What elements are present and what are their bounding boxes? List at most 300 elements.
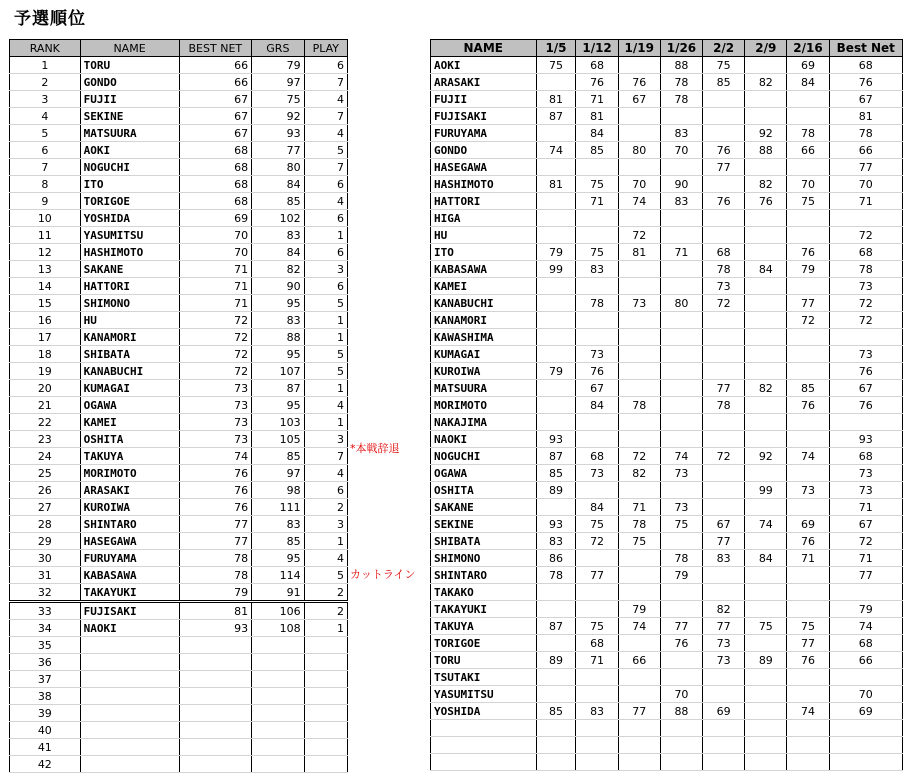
table-cell: 31	[10, 567, 81, 584]
table-cell	[576, 584, 618, 601]
table-cell: 68	[179, 159, 252, 176]
table-row	[431, 414, 903, 431]
table-cell: KUMAGAI	[80, 380, 179, 397]
table-cell: 97	[252, 74, 304, 91]
table-cell	[80, 654, 179, 671]
table-row	[431, 465, 903, 482]
table-row	[10, 176, 348, 193]
table-row	[10, 739, 348, 756]
table-cell: 74	[618, 618, 660, 635]
table-cell: 5	[304, 567, 347, 584]
table-cell: 72	[829, 295, 902, 312]
table-cell	[660, 108, 702, 125]
table-cell: 77	[252, 142, 304, 159]
table-cell: 72	[179, 363, 252, 380]
table-cell: 76	[660, 635, 702, 652]
table-cell: 72	[179, 346, 252, 363]
table-row	[431, 278, 903, 295]
table-cell: 77	[703, 533, 745, 550]
table-cell: FURUYAMA	[80, 550, 179, 567]
table-cell: 73	[660, 499, 702, 516]
table-cell	[660, 363, 702, 380]
table-cell: 75	[576, 618, 618, 635]
table-cell	[536, 754, 576, 771]
table-cell: 95	[252, 397, 304, 414]
table-cell: 67	[829, 91, 902, 108]
table-cell: 85	[703, 74, 745, 91]
score-header-cell: 2/9	[745, 40, 787, 57]
table-row	[10, 244, 348, 261]
table-row	[10, 671, 348, 688]
table-cell	[745, 227, 787, 244]
table-cell: 7	[304, 74, 347, 91]
table-cell: 72	[703, 448, 745, 465]
table-cell	[787, 465, 829, 482]
table-cell	[618, 567, 660, 584]
table-cell: HU	[431, 227, 537, 244]
table-cell: 75	[745, 618, 787, 635]
table-row	[10, 159, 348, 176]
table-cell	[660, 278, 702, 295]
table-cell: 70	[618, 176, 660, 193]
table-cell: 71	[829, 499, 902, 516]
table-cell	[787, 108, 829, 125]
table-cell: 72	[829, 533, 902, 550]
table-cell	[179, 654, 252, 671]
table-cell: 73	[703, 635, 745, 652]
table-cell: 75	[787, 618, 829, 635]
table-cell: YASUMITSU	[80, 227, 179, 244]
table-cell: 67	[703, 516, 745, 533]
table-cell: 6	[304, 210, 347, 227]
table-cell: 71	[576, 91, 618, 108]
table-cell: 66	[618, 652, 660, 669]
table-row	[10, 482, 348, 499]
table-cell: 90	[252, 278, 304, 295]
table-cell	[179, 722, 252, 739]
table-cell	[745, 754, 787, 771]
table-cell	[576, 329, 618, 346]
table-cell: KAMEI	[80, 414, 179, 431]
table-cell: 83	[536, 533, 576, 550]
table-cell: 76	[179, 482, 252, 499]
table-cell	[787, 720, 829, 737]
table-cell: 22	[10, 414, 81, 431]
table-cell: 73	[618, 295, 660, 312]
score-table-body	[431, 57, 903, 771]
table-cell: 87	[536, 108, 576, 125]
table-cell: NOGUCHI	[80, 159, 179, 176]
table-cell	[703, 720, 745, 737]
table-cell: 68	[829, 448, 902, 465]
score-header-cell: NAME	[431, 40, 537, 57]
table-cell	[618, 584, 660, 601]
table-cell: 75	[787, 193, 829, 210]
table-row	[10, 210, 348, 227]
table-cell: TAKUYA	[80, 448, 179, 465]
table-cell: 93	[536, 516, 576, 533]
table-cell	[618, 669, 660, 686]
table-cell: 74	[745, 516, 787, 533]
table-cell: 78	[179, 550, 252, 567]
table-cell: 24	[10, 448, 81, 465]
table-cell: 76	[745, 193, 787, 210]
table-row	[10, 654, 348, 671]
table-cell	[787, 363, 829, 380]
table-cell: 76	[703, 142, 745, 159]
table-row	[431, 57, 903, 74]
table-cell: 81	[829, 108, 902, 125]
table-cell	[745, 397, 787, 414]
table-cell: 77	[829, 159, 902, 176]
table-cell	[618, 635, 660, 652]
table-cell: 85	[536, 465, 576, 482]
table-cell: 75	[618, 533, 660, 550]
table-cell: TAKAYUKI	[431, 601, 537, 618]
table-cell: 80	[252, 159, 304, 176]
table-cell: 34	[10, 620, 81, 637]
table-cell	[80, 739, 179, 756]
table-cell: 79	[618, 601, 660, 618]
table-row	[10, 380, 348, 397]
table-row	[431, 193, 903, 210]
table-cell: HASEGAWA	[80, 533, 179, 550]
table-cell: KANAMORI	[80, 329, 179, 346]
table-cell: SAKANE	[431, 499, 537, 516]
table-cell: 29	[10, 533, 81, 550]
table-cell: 103	[252, 414, 304, 431]
table-cell	[618, 57, 660, 74]
table-cell: HATTORI	[80, 278, 179, 295]
table-row	[10, 620, 348, 637]
table-cell: 37	[10, 671, 81, 688]
table-cell: 7	[10, 159, 81, 176]
table-cell: 35	[10, 637, 81, 654]
table-cell: TAKUYA	[431, 618, 537, 635]
table-cell: 73	[179, 414, 252, 431]
table-cell: 7	[304, 159, 347, 176]
table-row	[10, 448, 348, 465]
table-cell	[618, 754, 660, 771]
table-cell: 108	[252, 620, 304, 637]
table-cell	[80, 722, 179, 739]
table-cell	[618, 108, 660, 125]
table-cell: TSUTAKI	[431, 669, 537, 686]
table-cell: 92	[745, 125, 787, 142]
table-cell	[80, 637, 179, 654]
table-cell: OGAWA	[80, 397, 179, 414]
table-cell	[745, 329, 787, 346]
table-cell	[618, 278, 660, 295]
table-cell	[745, 635, 787, 652]
table-cell	[576, 686, 618, 703]
score-header-cell: Best Net	[829, 40, 902, 57]
table-cell	[660, 431, 702, 448]
table-cell	[252, 739, 304, 756]
table-cell: 89	[745, 652, 787, 669]
table-cell	[745, 278, 787, 295]
table-cell: 72	[179, 312, 252, 329]
table-cell	[179, 705, 252, 722]
table-cell: 83	[703, 550, 745, 567]
table-cell: 78	[618, 397, 660, 414]
table-cell: 70	[660, 142, 702, 159]
table-row	[10, 125, 348, 142]
table-row	[431, 584, 903, 601]
table-row	[431, 618, 903, 635]
table-cell	[536, 295, 576, 312]
table-cell	[618, 159, 660, 176]
table-cell: 111	[252, 499, 304, 516]
rank-header-cell: RANK	[10, 40, 81, 57]
table-cell	[618, 482, 660, 499]
table-cell: 6	[304, 482, 347, 499]
table-cell: 66	[829, 142, 902, 159]
table-cell	[576, 414, 618, 431]
table-cell: 32	[10, 584, 81, 602]
table-cell: 76	[179, 499, 252, 516]
table-row	[10, 722, 348, 739]
score-table-header	[431, 40, 903, 57]
table-cell: 79	[829, 601, 902, 618]
table-cell: ITO	[431, 244, 537, 261]
table-cell: 71	[618, 499, 660, 516]
table-cell: 75	[536, 57, 576, 74]
table-cell: 74	[829, 618, 902, 635]
table-cell: 71	[179, 295, 252, 312]
table-cell: 72	[618, 448, 660, 465]
table-cell: 79	[787, 261, 829, 278]
table-cell: 92	[745, 448, 787, 465]
table-cell: 80	[618, 142, 660, 159]
table-cell: 89	[536, 652, 576, 669]
table-cell	[304, 722, 347, 739]
table-cell: 73	[576, 465, 618, 482]
table-cell: 17	[10, 329, 81, 346]
table-cell: 106	[252, 602, 304, 620]
table-cell: 87	[536, 618, 576, 635]
table-cell: 72	[829, 312, 902, 329]
table-row	[10, 57, 348, 74]
table-cell: 1	[304, 227, 347, 244]
table-cell	[703, 567, 745, 584]
table-cell: 78	[703, 397, 745, 414]
table-cell	[829, 414, 902, 431]
table-row	[431, 601, 903, 618]
table-cell: SHINTARO	[80, 516, 179, 533]
table-row	[431, 74, 903, 91]
table-cell: 66	[829, 652, 902, 669]
table-cell: HASHIMOTO	[431, 176, 537, 193]
table-row	[431, 533, 903, 550]
cutline-note: カットライン	[350, 568, 416, 581]
table-cell: 6	[10, 142, 81, 159]
table-cell	[829, 754, 902, 771]
table-cell: TORIGOE	[80, 193, 179, 210]
table-cell: 72	[829, 227, 902, 244]
table-cell: 68	[179, 176, 252, 193]
table-cell: 69	[179, 210, 252, 227]
table-row	[10, 108, 348, 125]
table-cell	[787, 754, 829, 771]
table-cell: 71	[179, 261, 252, 278]
table-cell: NAKAJIMA	[431, 414, 537, 431]
table-cell: 76	[703, 193, 745, 210]
table-cell: 88	[660, 57, 702, 74]
table-cell	[252, 671, 304, 688]
table-cell	[536, 346, 576, 363]
table-cell: 78	[660, 550, 702, 567]
table-cell: KANABUCHI	[431, 295, 537, 312]
table-cell	[252, 688, 304, 705]
table-cell	[745, 567, 787, 584]
table-cell: 67	[179, 91, 252, 108]
table-cell	[745, 159, 787, 176]
table-cell: 83	[252, 516, 304, 533]
table-cell: 88	[252, 329, 304, 346]
table-cell	[787, 329, 829, 346]
table-cell: 78	[660, 91, 702, 108]
table-cell: 73	[829, 346, 902, 363]
table-cell: KANAMORI	[431, 312, 537, 329]
table-cell: 71	[829, 550, 902, 567]
table-cell: 82	[745, 176, 787, 193]
table-cell: 84	[576, 499, 618, 516]
table-row	[431, 363, 903, 380]
table-cell	[536, 278, 576, 295]
table-row	[10, 465, 348, 482]
table-row	[431, 652, 903, 669]
table-cell: 1	[304, 533, 347, 550]
table-cell	[745, 533, 787, 550]
table-cell: 74	[787, 703, 829, 720]
score-header-cell: 2/16	[787, 40, 829, 57]
score-header-cell: 1/19	[618, 40, 660, 57]
table-cell: 85	[576, 142, 618, 159]
table-cell: KUMAGAI	[431, 346, 537, 363]
score-header-cell: 1/26	[660, 40, 702, 57]
rank-table-header	[10, 40, 348, 57]
table-cell	[536, 125, 576, 142]
table-row	[10, 688, 348, 705]
table-cell: FURUYAMA	[431, 125, 537, 142]
table-cell: 76	[179, 465, 252, 482]
table-cell	[829, 737, 902, 754]
table-row	[431, 312, 903, 329]
table-cell: 4	[304, 550, 347, 567]
table-cell: 78	[576, 295, 618, 312]
table-cell: 76	[829, 363, 902, 380]
table-cell: ARASAKI	[431, 74, 537, 91]
table-cell: 30	[10, 550, 81, 567]
table-cell: 105	[252, 431, 304, 448]
table-cell: 84	[576, 397, 618, 414]
table-cell	[787, 737, 829, 754]
table-cell	[576, 159, 618, 176]
table-cell: 78	[829, 125, 902, 142]
table-cell: 77	[618, 703, 660, 720]
table-cell: 70	[660, 686, 702, 703]
table-cell: HASEGAWA	[431, 159, 537, 176]
table-cell: 39	[10, 705, 81, 722]
table-cell	[660, 227, 702, 244]
table-cell	[703, 431, 745, 448]
table-cell: 26	[10, 482, 81, 499]
table-row	[431, 703, 903, 720]
table-cell: 78	[536, 567, 576, 584]
table-row	[10, 278, 348, 295]
table-cell	[536, 584, 576, 601]
table-cell: 78	[179, 567, 252, 584]
table-cell: 1	[304, 312, 347, 329]
table-row	[10, 363, 348, 380]
table-cell: 77	[703, 159, 745, 176]
table-cell: 97	[252, 465, 304, 482]
table-cell: 69	[787, 57, 829, 74]
table-row	[431, 380, 903, 397]
table-cell	[179, 688, 252, 705]
table-cell: 68	[179, 142, 252, 159]
table-cell	[787, 686, 829, 703]
table-cell: 83	[660, 193, 702, 210]
table-cell: 2	[304, 584, 347, 602]
table-cell	[660, 210, 702, 227]
table-cell	[576, 482, 618, 499]
table-cell	[618, 125, 660, 142]
table-cell: KUROIWA	[431, 363, 537, 380]
table-cell	[660, 380, 702, 397]
table-cell: 87	[252, 380, 304, 397]
table-cell	[703, 414, 745, 431]
table-cell	[660, 482, 702, 499]
table-cell	[304, 705, 347, 722]
table-cell	[703, 686, 745, 703]
table-cell: 92	[252, 108, 304, 125]
table-cell: 6	[304, 57, 347, 74]
table-cell: 75	[660, 516, 702, 533]
table-cell: ITO	[80, 176, 179, 193]
table-cell: TORU	[431, 652, 537, 669]
table-cell	[660, 397, 702, 414]
table-cell	[745, 312, 787, 329]
table-cell: 68	[576, 57, 618, 74]
table-row	[10, 516, 348, 533]
rank-header-cell: BEST NET	[179, 40, 252, 57]
table-cell	[703, 312, 745, 329]
page-title: 予選順位	[14, 9, 86, 29]
table-cell: 85	[252, 533, 304, 550]
table-cell: 9	[10, 193, 81, 210]
table-cell: 67	[618, 91, 660, 108]
table-cell: 13	[10, 261, 81, 278]
table-cell	[829, 329, 902, 346]
table-cell	[536, 669, 576, 686]
table-cell: FUJII	[80, 91, 179, 108]
table-cell	[703, 176, 745, 193]
table-row	[431, 346, 903, 363]
table-cell	[660, 533, 702, 550]
table-row	[10, 584, 348, 602]
table-cell: 77	[829, 567, 902, 584]
table-cell: 28	[10, 516, 81, 533]
table-row	[431, 516, 903, 533]
table-cell	[703, 669, 745, 686]
table-cell	[745, 703, 787, 720]
table-cell: 78	[703, 261, 745, 278]
table-cell	[703, 737, 745, 754]
table-row	[10, 329, 348, 346]
table-cell: 99	[536, 261, 576, 278]
